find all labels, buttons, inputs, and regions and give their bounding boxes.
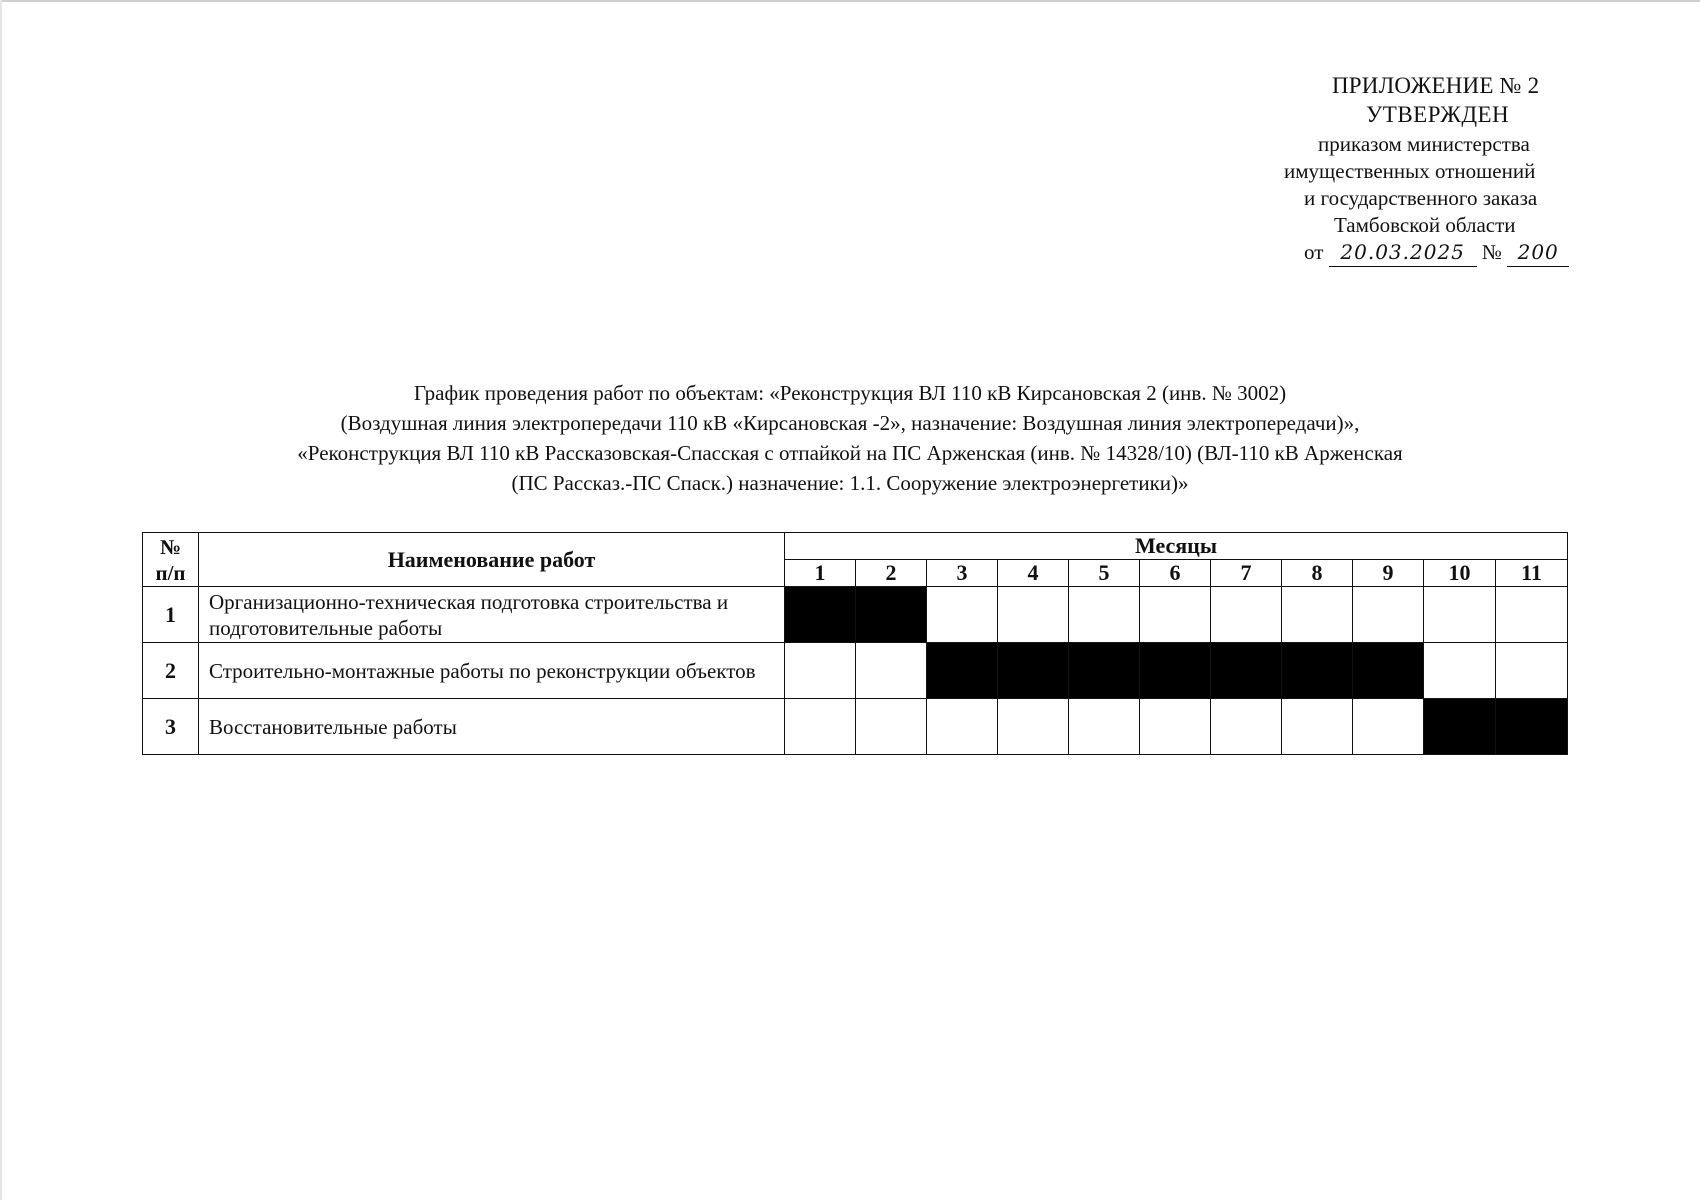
header-months: Месяцы [785,533,1568,560]
gantt-bar-month-2 [856,587,927,643]
appendix-label: ПРИЛОЖЕНИЕ № 2 [1332,73,1540,98]
gantt-empty-month-8 [1282,699,1353,755]
month-header-3: 3 [927,560,998,587]
approval-line-4: Тамбовской области [1334,213,1516,237]
table-row [143,643,1568,699]
gantt-empty-month-7 [1211,587,1282,643]
scan-left-edge [0,0,2,1200]
header-number-abbr: п/п [155,560,186,585]
month-header-8: 8 [1282,560,1353,587]
header-number-symbol: № [159,534,182,559]
table-row [143,587,1568,643]
row-work-name: Организационно-техническая подготовка строительства и подготовительные работы [199,587,785,643]
gantt-empty-month-10 [1424,643,1496,699]
scan-top-edge [0,0,1700,2]
gantt-empty-month-3 [927,587,998,643]
month-header-2: 2 [856,560,927,587]
gantt-empty-month-3 [927,699,998,755]
gantt-empty-month-8 [1282,587,1353,643]
approval-line-1: приказом министерства [1318,132,1530,156]
gantt-bar-month-1 [785,587,856,643]
approved-label: УТВЕРЖДЕН [1366,102,1510,127]
header-number [143,533,199,587]
gantt-bar-month-11 [1496,699,1568,755]
title-line-1: График проведения работ по объектам: «Реконструкция ВЛ 110 кВ Кирсановская 2 (инв. № 3002) [413,381,1287,405]
gantt-bar-month-3 [927,643,998,699]
month-header-9: 9 [1353,560,1424,587]
row-work-name: Восстановительные работы [199,699,785,755]
gantt-empty-month-4 [998,699,1069,755]
title-line-2: (Воздушная линия электропередачи 110 кВ «Кирсановская -2», назначение: Воздушная линия электропередачи)», [340,411,1360,435]
gantt-empty-month-6 [1140,587,1211,643]
gantt-bar-month-8 [1282,643,1353,699]
row-number: 1 [143,587,199,643]
month-header-6: 6 [1140,560,1211,587]
gantt-empty-month-5 [1069,587,1140,643]
gantt-empty-month-7 [1211,699,1282,755]
gantt-bar-month-10 [1424,699,1496,755]
gantt-empty-month-11 [1496,587,1568,643]
handwritten-date: 20.03.2025 [1329,238,1477,267]
month-header-1: 1 [785,560,856,587]
approval-line-3: и государственного заказа [1304,186,1538,210]
handwritten-number: 200 [1507,238,1569,267]
gantt-empty-month-9 [1353,699,1424,755]
month-header-5: 5 [1069,560,1140,587]
gantt-bar-month-9 [1353,643,1424,699]
gantt-bar-month-7 [1211,643,1282,699]
date-prefix: от [1304,240,1324,264]
row-work-name: Строительно-монтажные работы по реконструкции объектов [199,643,785,699]
schedule-table [142,532,1568,755]
row-number: 3 [143,699,199,755]
gantt-empty-month-5 [1069,699,1140,755]
gantt-empty-month-10 [1424,587,1496,643]
document-title [150,378,1550,498]
approval-date-line [1304,238,1569,267]
title-line-3: «Реконструкция ВЛ 110 кВ Рассказовская-Спасская с отпайкой на ПС Арженская (инв. № 14328/10) (ВЛ-110 кВ Арженская [297,441,1403,465]
month-header-7: 7 [1211,560,1282,587]
header-work-name: Наименование работ [199,533,785,587]
month-header-10: 10 [1424,560,1496,587]
gantt-bar-month-5 [1069,643,1140,699]
gantt-empty-month-11 [1496,643,1568,699]
title-line-4: (ПС Рассказ.-ПС Спаск.) назначение: 1.1. Сооружение электроэнергетики)» [511,471,1189,495]
gantt-empty-month-2 [856,699,927,755]
month-header-11: 11 [1496,560,1568,587]
month-header-4: 4 [998,560,1069,587]
approval-line-2: имущественных отношений [1284,159,1536,183]
gantt-empty-month-9 [1353,587,1424,643]
gantt-bar-month-4 [998,643,1069,699]
table-row [143,699,1568,755]
number-prefix: № [1481,240,1502,264]
gantt-empty-month-6 [1140,699,1211,755]
gantt-empty-month-1 [785,699,856,755]
gantt-empty-month-4 [998,587,1069,643]
gantt-empty-month-2 [856,643,927,699]
gantt-bar-month-6 [1140,643,1211,699]
schedule-body [143,587,1568,755]
gantt-empty-month-1 [785,643,856,699]
row-number: 2 [143,643,199,699]
